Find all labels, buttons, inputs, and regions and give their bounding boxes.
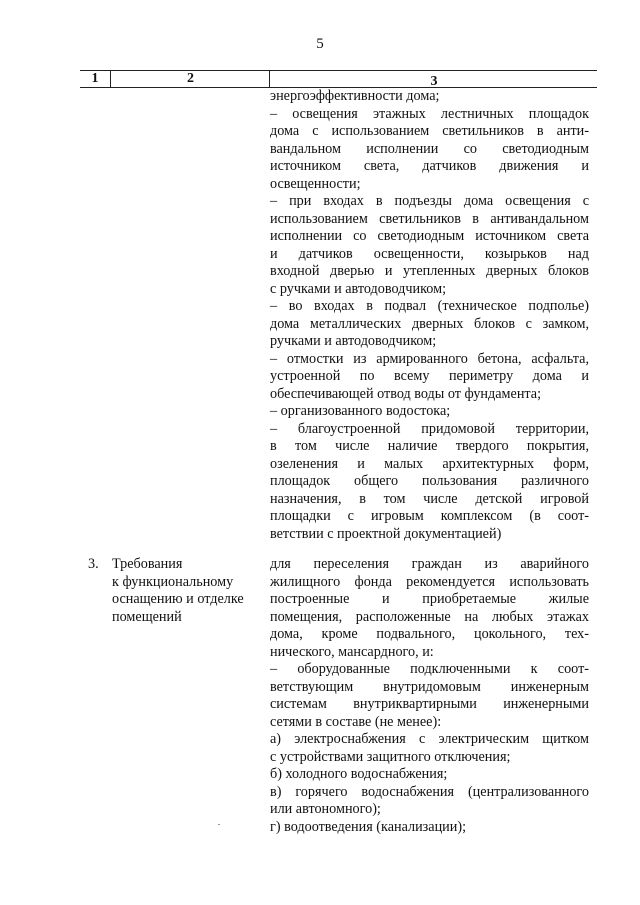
text-line: помещения, расположенные на любых этажах <box>270 608 589 625</box>
text-line: и датчиков освещенности, козырьков над <box>270 245 589 262</box>
continuation-text <box>270 88 589 543</box>
label-line: к функциональному <box>112 573 234 590</box>
scan-speck <box>218 824 220 825</box>
text-line: устроенной по всему периметру дома и <box>270 368 589 384</box>
text-line: площадок общего пользования различного <box>270 473 589 489</box>
text-line: – отмостки из армированного бетона, асфальта, <box>270 350 589 367</box>
row-3-label <box>112 556 262 626</box>
header-col-2: 2 <box>110 71 270 87</box>
text-line: – организованного водостока; <box>270 403 451 419</box>
text-line: дома с использованием светильников в анти- <box>270 123 589 139</box>
text-line: дома металлических дверных блоков с замком, <box>270 315 589 332</box>
row-3-text <box>270 556 589 836</box>
text-line: освещенности; <box>270 175 361 192</box>
text-line: с устройствами защитного отключения; <box>270 748 511 765</box>
text-line: дома, кроме подвального, цокольного, тех- <box>270 626 589 642</box>
text-line: нического, мансардного, и: <box>270 643 434 660</box>
text-line: вандальном исполнении со светодиодным <box>270 140 589 157</box>
text-line: г) водоотведения (канализации); <box>270 818 467 835</box>
text-line: обеспечивающей отвод воды от фундамента; <box>270 385 542 402</box>
row-3-number: 3. <box>88 556 99 572</box>
text-line: для переселения граждан из аварийного <box>270 556 589 572</box>
text-line: с ручками и автодоводчиком; <box>270 280 447 297</box>
text-line: использованием светильников в антивандальном <box>270 210 589 227</box>
text-line: или автономного); <box>270 801 381 817</box>
text-line: системам внутриквартирными инженерными <box>270 696 589 712</box>
text-line: входной дверью и утепленных дверных блоков <box>270 263 589 279</box>
page-number: 5 <box>316 36 324 52</box>
text-line: – освещения этажных лестничных площадок <box>270 105 589 122</box>
text-line: ветствующим внутридомовым инженерным <box>270 678 589 695</box>
text-line: б) холодного водоснабжения; <box>270 766 448 782</box>
text-line: энергоэффективности дома; <box>270 88 440 104</box>
text-line: источником света, датчиков движения и <box>270 158 589 174</box>
text-line: – благоустроенной придомовой территории, <box>270 420 589 437</box>
text-line: – при входах в подъезды дома освещения с <box>270 193 589 209</box>
text-line: исполнении со светодиодным источником света <box>270 228 589 244</box>
label-line: Требования <box>112 556 183 572</box>
text-line: сетями в составе (не менее): <box>270 713 442 730</box>
text-line: построенные и приобретаемые жилые <box>270 591 589 607</box>
text-line: – во входах в подвал (техническое подполье) <box>270 298 589 314</box>
text-line: назначения, в том числе детской игровой <box>270 490 589 507</box>
header-col-3-label: 3 <box>430 74 438 89</box>
text-line: площадки с игровым комплексом (в соот- <box>270 508 589 524</box>
text-line: а) электроснабжения с электрическим щитком <box>270 731 589 747</box>
text-line: жилищного фонда рекомендуется использовать <box>270 573 589 590</box>
text-line: – оборудованные подключенными к соот- <box>270 661 589 677</box>
text-line: в том числе наличие твердого покрытия, <box>270 438 589 454</box>
header-col-3 <box>269 71 598 87</box>
text-line: ветствии с проектной документацией) <box>270 525 502 542</box>
table-header-row <box>80 70 597 88</box>
text-line: в) горячего водоснабжения (централизованного <box>270 783 589 800</box>
text-line: ручками и автодоводчиком; <box>270 333 437 349</box>
header-col-1: 1 <box>91 71 99 86</box>
label-line: оснащению и отделке <box>112 591 244 607</box>
label-line: помещений <box>112 608 182 625</box>
text-line: озеленения и малых архитектурных форм, <box>270 455 589 472</box>
